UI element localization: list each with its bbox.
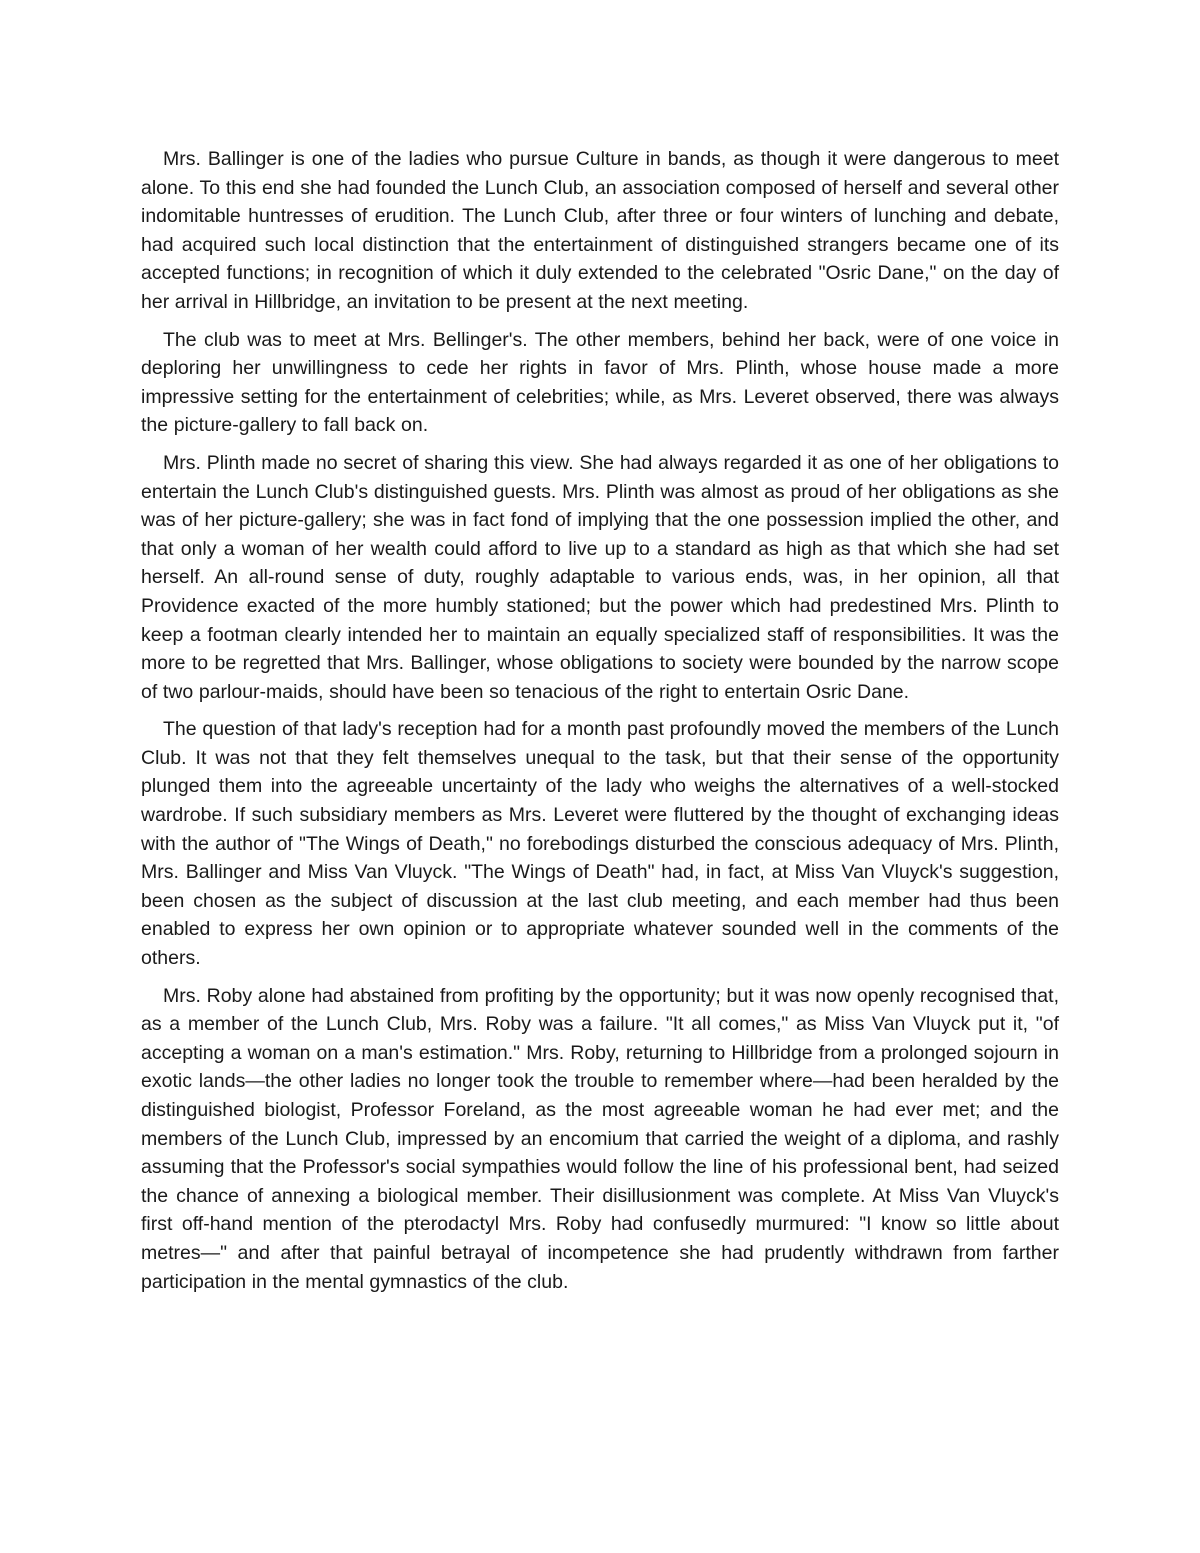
paragraph-2: The club was to meet at Mrs. Bellinger's. The other members, behind her back, were of one voice in deploring her unwillingness to cede her rights in favor of Mrs. Plinth, whose house made a more impressive setting for the entertainment of celebrities; while, as Mrs. Leveret observed, there was always the picture-gallery to fall back on. — [141, 328, 1059, 437]
paragraph-1: Mrs. Ballinger is one of the ladies who pursue Culture in bands, as though it were dangerous to meet alone. To this end she had founded the Lunch Club, an association composed of herself and several other indomitable huntresses of erudition. The Lunch Club, after three or four winters of lunching and debate, had acquired such local distinction that the entertainment of distinguished strangers became one of its accepted functions; in recognition of which it duly extended to the celebrated "Osric Dane," on the day of her arrival in Hillbridge, an invitation to be present at the next meeting. — [141, 148, 1059, 313]
paragraph-4: The question of that lady's reception had for a month past profoundly moved the members of the Lunch Club. It was not that they felt themselves unequal to the task, but that their sense of the opportunity plunged them into the agreeable uncertainty of the lady who weighs the alternatives of a well-stocked wardrobe. If such subsidiary members as Mrs. Leveret were fluttered by the thought of exchanging ideas with the author of "The Wings of Death," no forebodings disturbed the conscious adequacy of Mrs. Plinth, Mrs. Ballinger and Miss Van Vluyck. "The Wings of Death" had, in fact, at Miss Van Vluyck's suggestion, been chosen as the subject of discussion at the last club meeting, and each member had thus been enabled to express her own opinion or to appropriate whatever sounded well in the comments of the others. — [141, 718, 1059, 970]
body-text — [141, 145, 1059, 1305]
paragraph-5: Mrs. Roby alone had abstained from profiting by the opportunity; but it was now openly recognised that, as a member of the Lunch Club, Mrs. Roby was a failure. "It all comes," as Miss Van Vluyck put it, "of accepting a woman on a man's estimation." Mrs. Roby, returning to Hillbridge from a prolonged sojourn in exotic lands—the other ladies no longer took the trouble to remember where—had been heralded by the distinguished biologist, Professor Foreland, as the most agreeable woman he had ever met; and the members of the Lunch Club, impressed by an encomium that carried the weight of a diploma, and rashly assuming that the Professor's social sympathies would follow the line of his professional bent, had seized the chance of annexing a biological member. Their disillusionment was complete. At Miss Van Vluyck's first off-hand mention of the pterodactyl Mrs. Roby had confusedly murmured: "I know so little about metres—" and after that painful betrayal of incompetence she had prudently withdrawn from farther participation in the mental gymnastics of the club. — [141, 984, 1059, 1293]
paragraph-3: Mrs. Plinth made no secret of sharing this view. She had always regarded it as one of her obligations to entertain the Lunch Club's distinguished guests. Mrs. Plinth was almost as proud of her obligations as she was of her picture-gallery; she was in fact fond of implying that the one possession implied the other, and that only a woman of her wealth could afford to live up to a standard as high as that which she had set herself. An all-round sense of duty, roughly adaptable to various ends, was, in her opinion, all that Providence exacted of the more humbly stationed; but the power which had predestined Mrs. Plinth to keep a footman clearly intended her to maintain an equally specialized staff of responsibilities. It was the more to be regretted that Mrs. Ballinger, whose obligations to society were bounded by the narrow scope of two parlour-maids, should have been so tenacious of the right to entertain Osric Dane. — [141, 451, 1059, 703]
